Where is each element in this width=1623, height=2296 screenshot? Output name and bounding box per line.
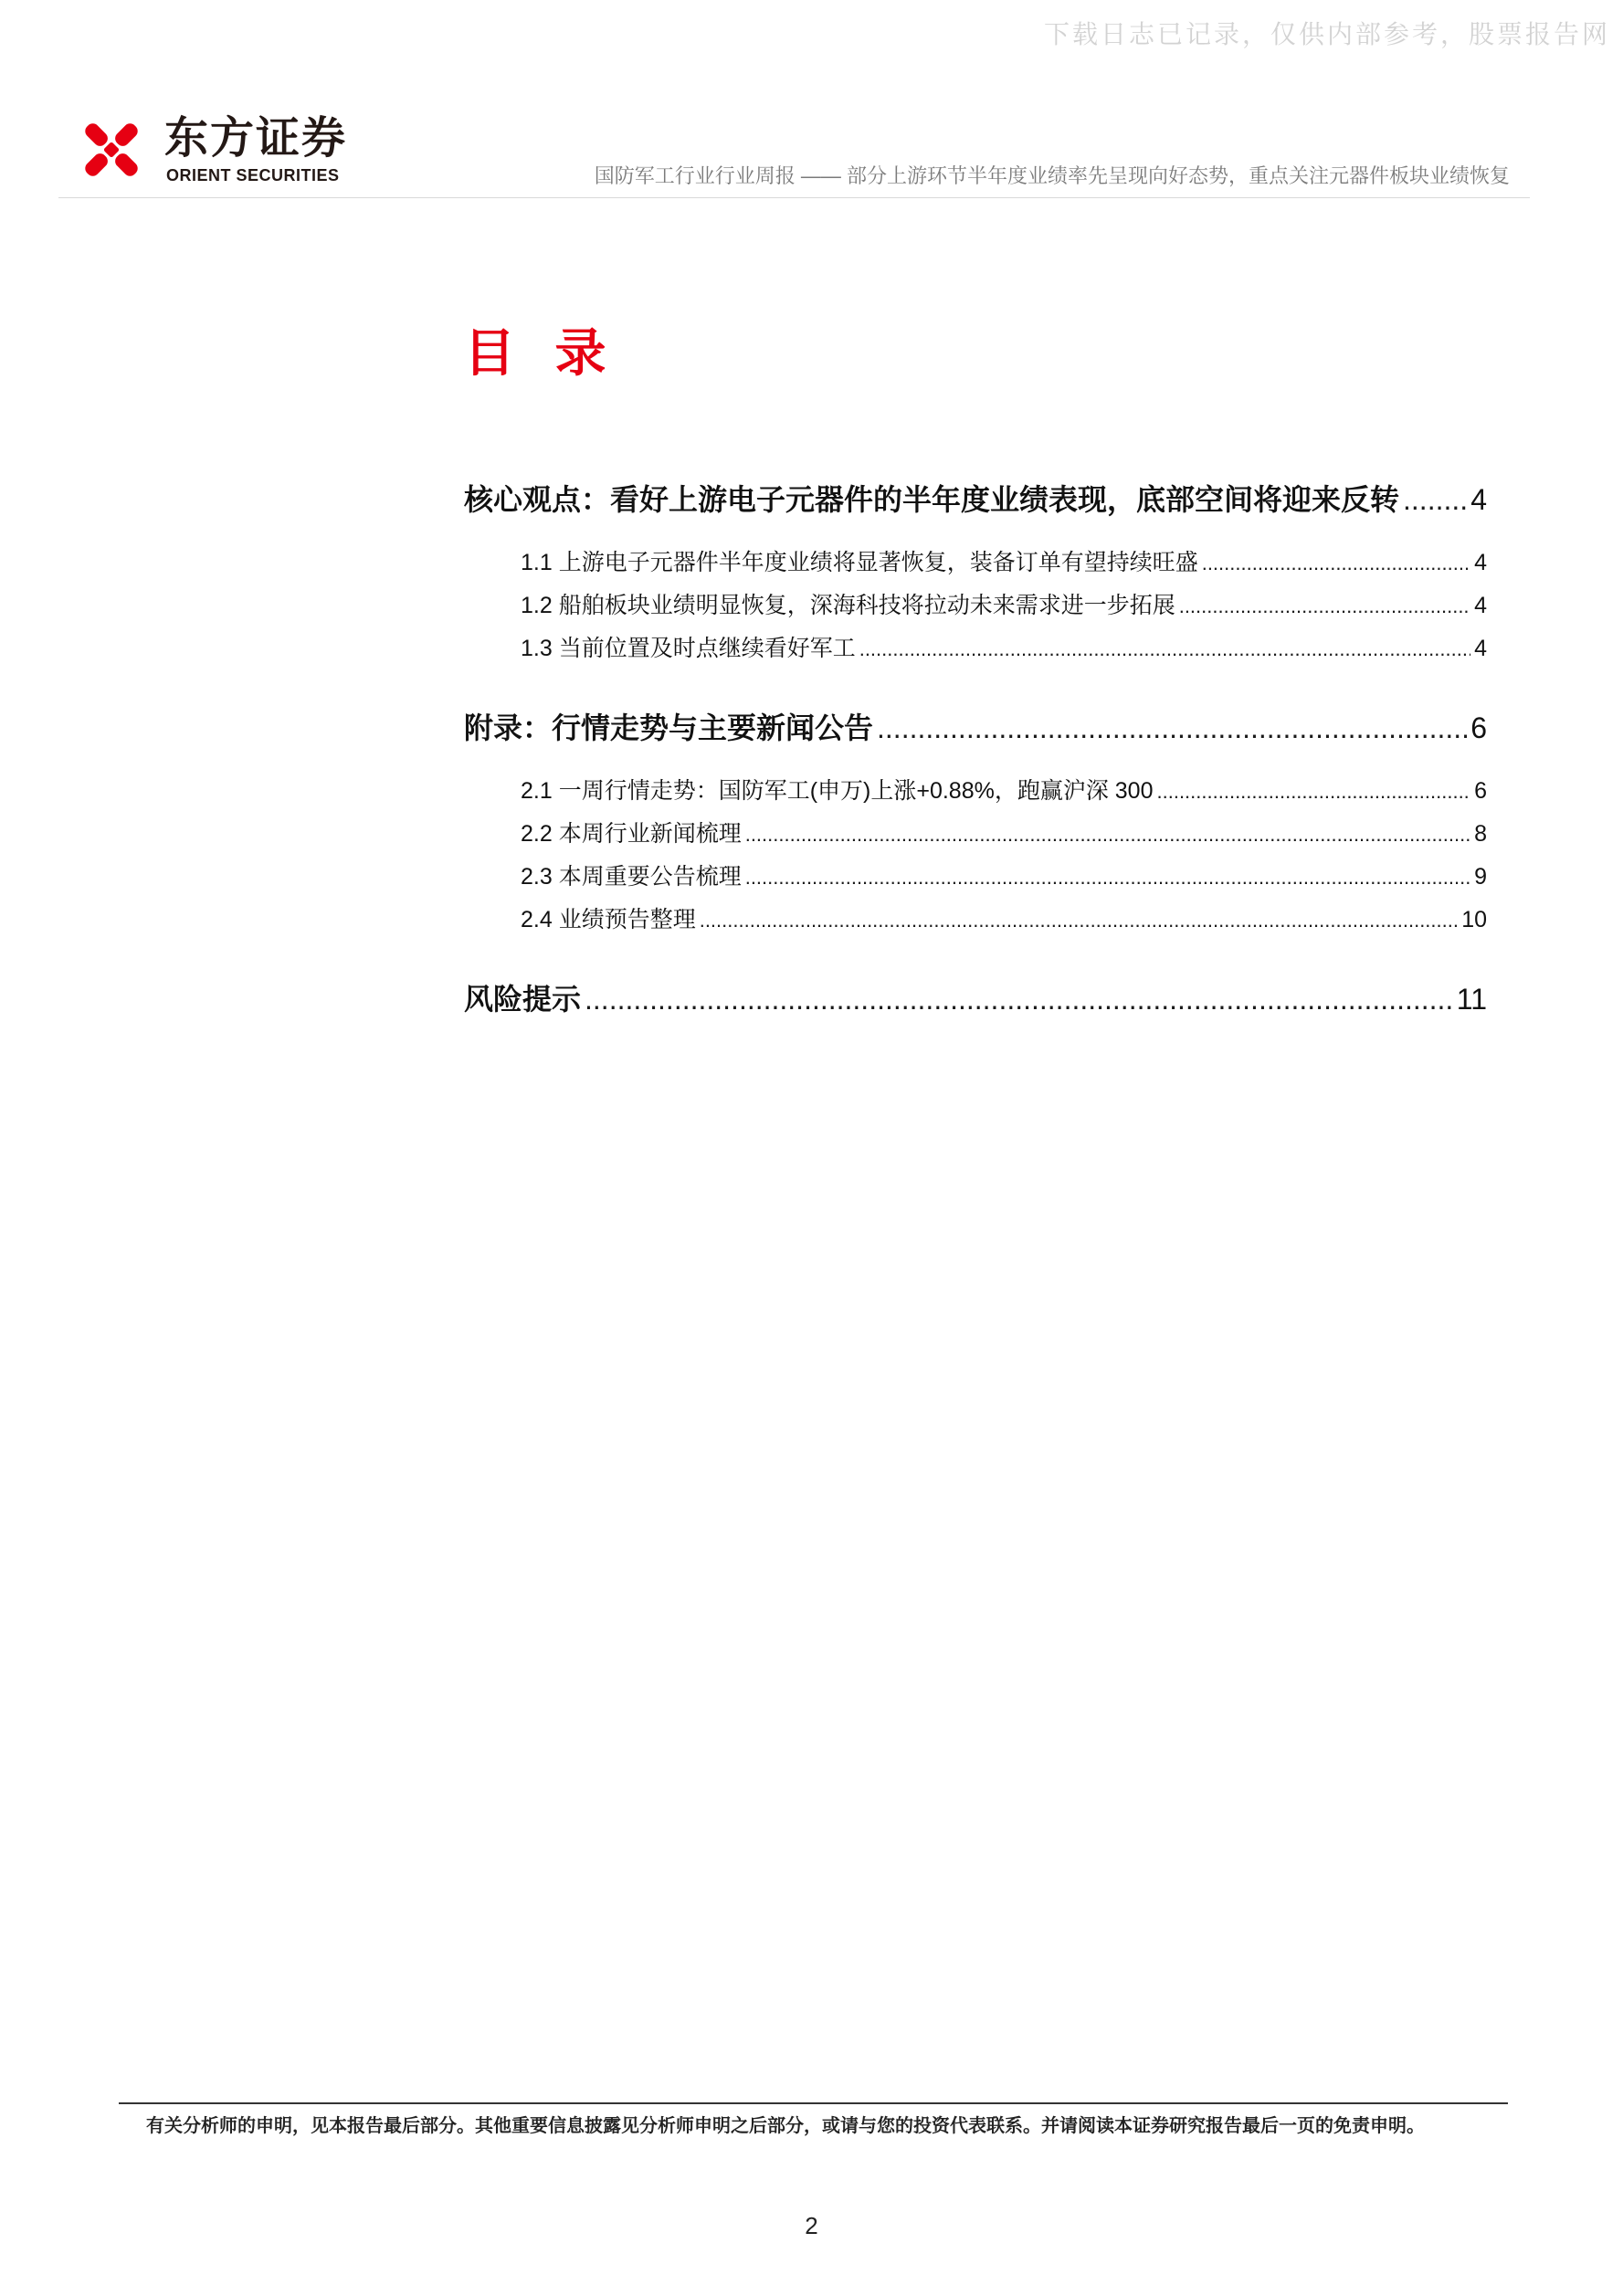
page-number: 2 <box>805 2212 818 2239</box>
toc-leader-dots <box>1179 595 1470 618</box>
toc-entry-page: 9 <box>1474 864 1487 890</box>
logo-mark-icon <box>75 113 148 186</box>
brand-name-en: ORIENT SECURITIES <box>166 166 340 184</box>
toc-entry-label: 1.1 上游电子元器件半年度业绩将显著恢复，装备订单有望持续旺盛 <box>521 550 1198 575</box>
toc-entry-page: 10 <box>1461 907 1487 932</box>
toc-leader-dots <box>585 983 1453 1016</box>
toc-entry-label: 1.2 船舶板块业绩明显恢复，深海科技将拉动未来需求进一步拓展 <box>521 593 1175 618</box>
orient-securities-logo <box>75 110 358 192</box>
toc-entry-page: 4 <box>1474 636 1487 661</box>
toc-leader-dots <box>877 711 1467 745</box>
toc-entry-core-view[interactable] <box>464 477 1487 519</box>
toc-heading: 目 录 <box>464 324 619 382</box>
footer-disclaimer: 有关分析师的申明，见本报告最后部分。其他重要信息披露见分析师申明之后部分，或请与您的投资代表联系。并请阅读本证券研究报告最后一页的免责申明。 <box>146 2116 1425 2136</box>
brand-name-cn: 东方证券 <box>164 114 348 163</box>
toc-entry-1-3[interactable] <box>521 630 1487 663</box>
toc-entry-1-1[interactable] <box>521 544 1487 577</box>
toc-entry-2-4[interactable] <box>521 901 1487 934</box>
toc-entry-label: 2.1 一周行情走势：国防军工(申万)上涨+0.88%，跑赢沪深 300 <box>521 778 1154 804</box>
toc-entry-2-2[interactable] <box>521 816 1487 848</box>
toc-entry-page: 11 <box>1456 983 1487 1016</box>
toc-entry-risk[interactable] <box>464 976 1487 1018</box>
toc-leader-dots <box>859 637 1470 661</box>
toc-entry-label: 2.4 业绩预告整理 <box>521 907 696 932</box>
toc-entry-label: 2.3 本周重要公告梳理 <box>521 864 742 890</box>
toc-entry-label: 风险提示 <box>464 983 582 1016</box>
toc-entry-page: 4 <box>1474 550 1487 575</box>
header-divider <box>58 197 1530 198</box>
toc-leader-dots <box>745 823 1470 847</box>
watermark-text: 下载日志已记录，仅供内部参考，股票报告网 <box>1043 19 1610 49</box>
toc-entry-page: 6 <box>1470 711 1487 744</box>
toc-entry-page: 4 <box>1474 593 1487 618</box>
toc-leader-dots <box>745 866 1470 890</box>
toc-leader-dots <box>1403 483 1467 517</box>
toc-entry-label: 附录：行情走势与主要新闻公告 <box>464 711 874 744</box>
toc-entry-appendix[interactable] <box>464 705 1487 747</box>
toc-entry-page: 4 <box>1470 483 1487 516</box>
toc-entry-page: 6 <box>1474 778 1487 804</box>
toc-leader-dots <box>1202 552 1470 575</box>
toc-entry-label: 1.3 当前位置及时点继续看好军工 <box>521 636 856 661</box>
toc-entry-1-2[interactable] <box>521 587 1487 620</box>
footer-divider <box>119 2102 1508 2104</box>
toc-leader-dots <box>1157 780 1471 804</box>
toc-leader-dots <box>700 909 1458 932</box>
report-header-title: 国防军工行业行业周报 —— 部分上游环节半年度业绩率先呈现向好态势，重点关注元器件板块业绩恢复 <box>594 164 1510 187</box>
toc-entry-label: 2.2 本周行业新闻梳理 <box>521 821 742 847</box>
toc-entry-2-3[interactable] <box>521 858 1487 891</box>
toc-entry-2-1[interactable] <box>521 773 1487 806</box>
toc-entry-label: 核心观点：看好上游电子元器件的半年度业绩表现，底部空间将迎来反转 <box>464 483 1400 516</box>
toc-entry-page: 8 <box>1474 821 1487 847</box>
